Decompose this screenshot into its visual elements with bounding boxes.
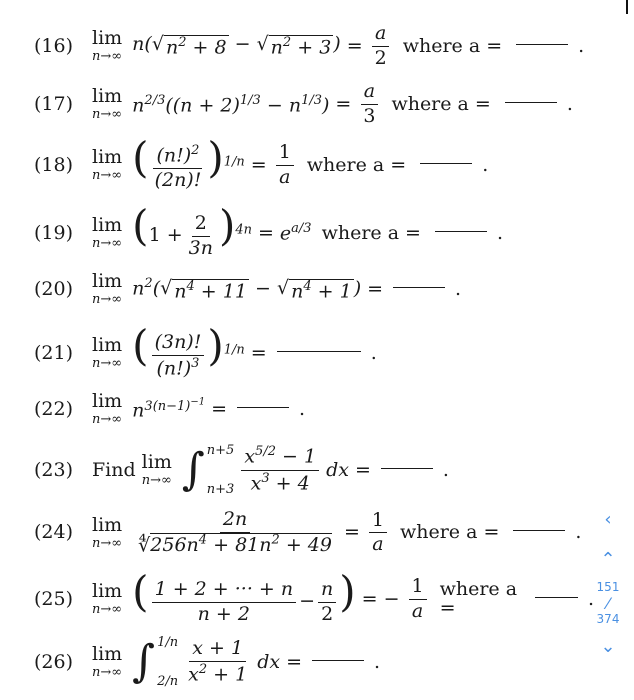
problem-number: (24) — [34, 521, 74, 544]
rhs-fraction: $\frac{1}{a}$ — [276, 141, 294, 190]
limit-expression: $\frac{2n}{∜256n^4 + 81n^2 + 49}$ — [138, 508, 332, 557]
limit-operator: lim n→∞ — [92, 643, 123, 680]
limit-expression: ( $\frac{1 + 2 + \cdot\cdot\cdot + n}{n + 2}$ − $\frac{n}{2}$ ) — [132, 567, 356, 625]
text-cursor — [626, 0, 628, 14]
answer-blank[interactable] — [312, 660, 364, 661]
integral-expression: ∫ n+5 n+3 $\frac{x^{5/2} - 1}{x^3 + 4}$ dx — [181, 443, 349, 497]
chevron-up-icon[interactable]: ⌃ — [600, 549, 616, 570]
slash-icon: ⁄ — [606, 593, 610, 613]
integral-sign-icon: ∫ — [181, 444, 205, 495]
problem-number: (19) — [34, 221, 74, 244]
limit-operator: lim n→∞ — [92, 146, 123, 184]
problem-22: (22) lim n→∞ $n^{3(n-1)^{-1}}$ = . — [34, 390, 306, 427]
chevron-down-icon[interactable]: ⌄ — [600, 636, 616, 658]
page-navigator — [590, 500, 626, 667]
problem-20: (20) lim n→∞ $n^2$( √ $n^4 + 11$ − √ $n^4 + 1$ ) = . — [34, 270, 462, 307]
where-clause: where a = — [306, 153, 407, 176]
answer-blank[interactable] — [505, 102, 557, 103]
problem-16: (16) lim n→∞ n( √ $n^2 + 8$ − √ $n^2 + 3$ ) = $\frac{a}{2}$ where a = . — [34, 22, 585, 69]
limit-expression: $n^{3(n-1)^{-1}}$ — [132, 396, 206, 422]
problem-24: (24) lim n→∞ $\frac{2n}{∜256n^4 + 81n^2 + 49}$ = $\frac{1}{a}$ where a = . — [34, 508, 582, 557]
problem-number: (20) — [34, 277, 74, 300]
problem-number: (17) — [34, 92, 74, 115]
rhs-fraction: $\frac{1}{a}$ — [409, 575, 427, 624]
limit-expression: n( √ $n^2 + 8$ − √ $n^2 + 3$ ) — [132, 33, 341, 59]
where-clause: where a = — [439, 578, 518, 620]
answer-blank[interactable] — [516, 44, 568, 45]
answer-blank[interactable] — [237, 407, 289, 408]
limit-expression: ( $\frac{(3n)!}{(n!)^3}$ )$^{1/n}$ — [132, 321, 245, 380]
page-counter — [590, 580, 626, 627]
limit-operator: lim n→∞ — [92, 214, 123, 252]
rhs-exponential: $e^{a/3}$ — [279, 221, 312, 245]
answer-blank[interactable] — [513, 530, 565, 531]
problem-number: (23) — [34, 458, 74, 481]
where-clause: where a = — [402, 34, 503, 57]
integral-sign-icon: ∫ — [132, 636, 156, 687]
total-pages: 374 — [596, 611, 620, 626]
problem-26: (26) lim n→∞ ∫ 1/n 2/n $\frac{x + 1}{x^2 + 1}$ dx = . — [34, 635, 381, 689]
problem-19: (19) lim n→∞ (1 + $\frac{2}{3n}$ )$^{4n}$ = $e^{a/3}$ where a = . — [34, 201, 504, 259]
answer-blank[interactable] — [435, 231, 487, 232]
chevron-left-icon[interactable]: ‹ — [604, 509, 612, 530]
limit-expression: (1 + $\frac{2}{3n}$ )$^{4n}$ — [132, 201, 252, 259]
problem-18: (18) lim n→∞ ( $\frac{(n!)^2}{(2n)!}$ )$^{1/n}$ = $\frac{1}{a}$ where a = . — [34, 133, 489, 192]
problem-number: (22) — [34, 397, 74, 420]
limit-expression: $n^2$( √ $n^4 + 11$ − √ $n^4 + 1$ ) — [132, 275, 362, 303]
where-clause: where a = — [391, 92, 491, 115]
rhs-fraction: $\frac{a}{2}$ — [372, 22, 390, 71]
answer-blank[interactable] — [535, 597, 578, 598]
problem-17: (17) lim n→∞ $n^{2/3}((n + 2)^{1/3} - n^{1/3})$ = $\frac{a}{3}$ where a = . — [34, 80, 573, 127]
integral-expression: ∫ 1/n 2/n $\frac{x + 1}{x^2 + 1}$ dx — [132, 635, 281, 689]
current-page: 151 — [596, 580, 620, 594]
where-clause: where a = — [399, 521, 500, 544]
limit-operator: lim n→∞ — [92, 85, 123, 123]
rhs-fraction: $\frac{1}{a}$ — [369, 509, 387, 558]
rhs-fraction: $\frac{a}{3}$ — [360, 80, 378, 129]
answer-blank[interactable] — [277, 351, 361, 352]
limit-operator: lim n→∞ — [92, 390, 123, 427]
problem-23: (23) Find lim n→∞ ∫ n+5 n+3 $\frac{x^{5/2} - 1}{x^3 + 4}$ dx = . — [34, 443, 449, 497]
answer-blank[interactable] — [381, 468, 433, 469]
limit-operator: lim n→∞ — [92, 270, 123, 307]
limit-operator: lim n→∞ — [141, 451, 172, 488]
limit-expression: ( $\frac{(n!)^2}{(2n)!}$ )$^{1/n}$ — [132, 133, 245, 192]
problem-number: (25) — [34, 587, 74, 610]
where-clause: where a = — [321, 221, 421, 244]
problem-number: (26) — [34, 650, 74, 673]
problem-number: (18) — [34, 153, 74, 176]
limit-operator: lim n→∞ — [92, 27, 123, 65]
answer-blank[interactable] — [420, 163, 472, 164]
limit-operator: lim n→∞ — [92, 513, 123, 551]
problem-number: (21) — [34, 341, 74, 364]
answer-blank[interactable] — [393, 287, 445, 288]
limit-operator: lim n→∞ — [92, 580, 123, 618]
limit-expression: $n^{2/3}((n + 2)^{1/3} - n^{1/3})$ — [132, 92, 330, 116]
limit-operator: lim n→∞ — [92, 334, 123, 372]
find-label: Find — [92, 458, 136, 481]
problem-number: (16) — [34, 34, 74, 57]
problem-21: (21) lim n→∞ ( $\frac{(3n)!}{(n!)^3}$ )$^{1/n}$ = . — [34, 321, 377, 380]
problem-25: (25) lim n→∞ ( $\frac{1 + 2 + \cdot\cdot\cdot + n}{n + 2}$ − $\frac{n}{2}$ ) = − $\frac{1}{a}$ where a = . — [34, 567, 594, 625]
